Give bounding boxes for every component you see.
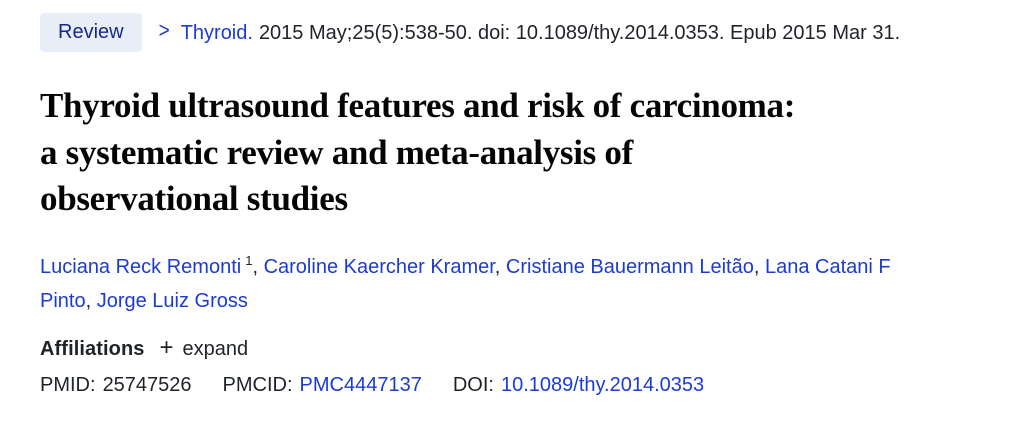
pmid-value: 25747526	[102, 374, 192, 397]
plus-icon: +	[159, 334, 174, 362]
publication-type-badge: Review	[40, 13, 142, 52]
author-link[interactable]: Luciana Reck Remonti	[40, 255, 242, 278]
doi-link[interactable]: 10.1089/thy.2014.0353	[500, 374, 705, 397]
identifiers-row	[40, 374, 984, 397]
author-link[interactable]: Caroline Kaercher Kramer	[263, 255, 495, 278]
authors-list	[40, 250, 920, 319]
expand-affiliations-button[interactable]	[159, 334, 249, 362]
author-separator: ,	[494, 255, 506, 278]
author-separator: ,	[753, 255, 765, 278]
author-separator: ,	[85, 290, 97, 313]
author-link[interactable]: Jorge Luiz Gross	[96, 290, 248, 313]
pmcid-group	[223, 374, 422, 397]
citation-row	[40, 13, 984, 52]
doi-label: DOI:	[452, 374, 494, 397]
citation-text: 2015 May;25(5):538-50. doi: 10.1089/thy.2014.0353. Epub 2015 Mar 31.	[258, 21, 901, 44]
affiliations-label: Affiliations	[40, 337, 145, 360]
author-affiliation-number[interactable]: 1	[245, 252, 253, 268]
expand-label: expand	[182, 337, 249, 360]
article-title: Thyroid ultrasound features and risk of carcinoma: a systematic review and meta-analysis of observational studies	[40, 86, 796, 219]
chevron-right-icon: >	[158, 19, 170, 44]
author-link[interactable]: Lana Catani F Pinto	[40, 255, 897, 313]
pmid-group	[40, 374, 192, 397]
journal-link[interactable]: Thyroid.	[180, 21, 253, 44]
affiliations-row	[40, 334, 984, 362]
author-link[interactable]: Cristiane Bauermann Leitão	[505, 255, 754, 278]
pmcid-link[interactable]: PMC4447137	[299, 374, 422, 397]
author-separator: ,	[252, 255, 264, 278]
pmid-label: PMID:	[40, 374, 96, 397]
pmcid-label: PMCID:	[222, 374, 293, 397]
doi-group	[453, 374, 704, 397]
